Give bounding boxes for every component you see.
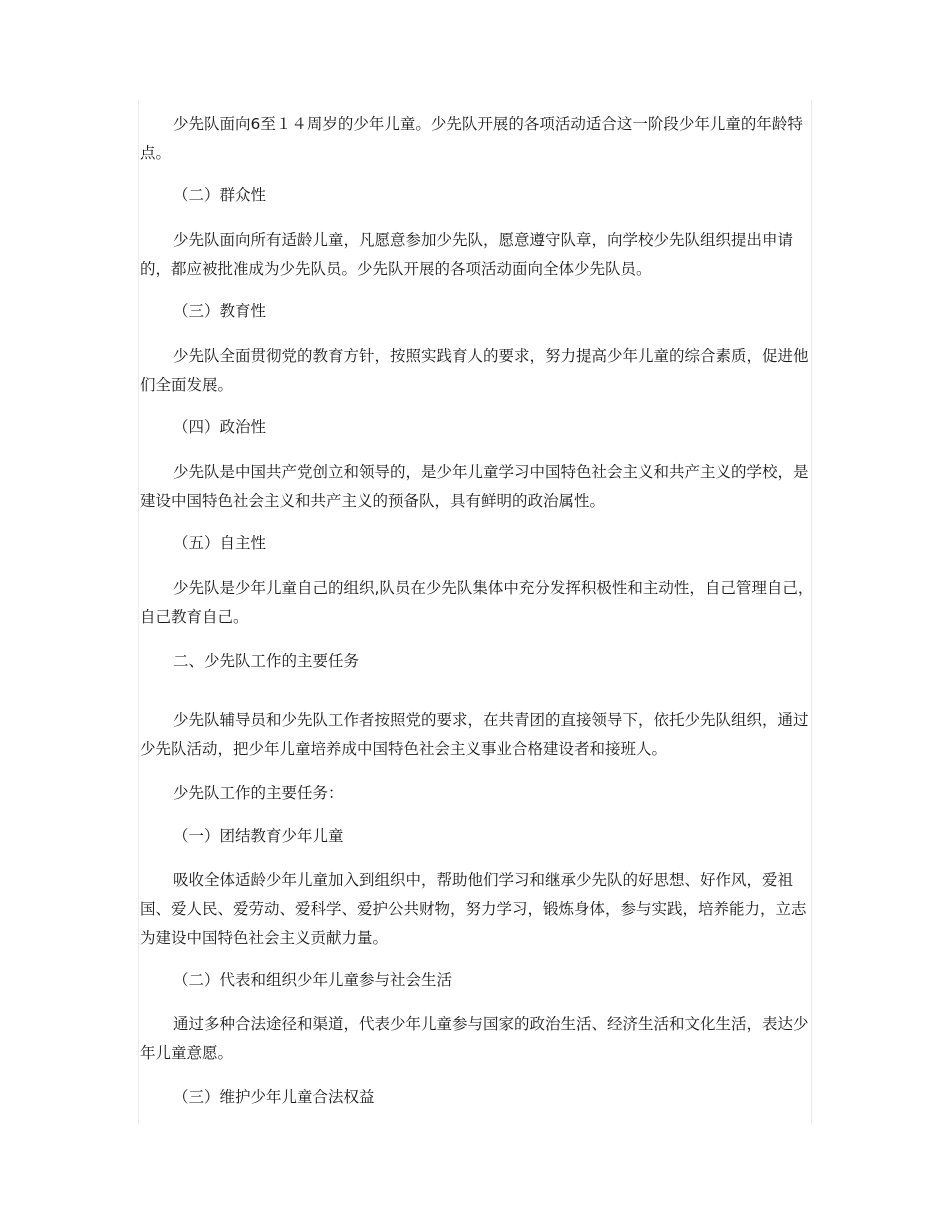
paragraph-age-characteristics: 少先队面向6至１４周岁的少年儿童。少先队开展的各项活动适合这一阶段少年儿童的年龄特点。	[140, 115, 803, 162]
heading-task-social-participation: （二）代表和组织少年儿童参与社会生活	[173, 971, 453, 989]
paragraph-political-nature: 少先队是中国共产党创立和领导的，是少年儿童学习中国特色社会主义和共产主义的学校，是建设中国特色社会主义和共产主义的预备队，具有鲜明的政治属性。	[140, 463, 809, 510]
heading-task-protect-rights: （三）维护少年儿童合法权益	[173, 1088, 375, 1106]
paragraph-main-tasks-intro: 少先队辅导员和少先队工作者按照党的要求，在共青团的直接领导下，依托少先队组织，通过少先队活动，把少年儿童培养成中国特色社会主义事业合格建设者和接班人。	[140, 711, 809, 758]
heading-educational-nature: （三）教育性	[173, 302, 267, 320]
main-tasks-label: 少先队工作的主要任务：	[173, 784, 344, 802]
paragraph-mass-nature: 少先队面向所有适龄儿童，凡愿意参加少先队，愿意遵守队章，向学校少先队组织提出申请的，都应被批准成为少先队员。少先队开展的各项活动面向全体少先队员。	[140, 231, 794, 278]
section-heading-main-tasks: 二、少先队工作的主要任务	[173, 652, 360, 670]
heading-task-unite-educate: （一）团结教育少年儿童	[173, 827, 344, 845]
paragraph-task-social-participation: 通过多种合法途径和渠道，代表少年儿童参与国家的政治生活、经济生活和文化生活，表达少年儿童意愿。	[140, 1015, 809, 1062]
paragraph-educational-nature: 少先队全面贯彻党的教育方针，按照实践育人的要求，努力提高少年儿童的综合素质，促进他们全面发展。	[140, 347, 809, 394]
heading-autonomy: （五）自主性	[173, 534, 267, 552]
left-margin-line	[138, 100, 139, 1125]
paragraph-autonomy: 少先队是少年儿童自己的组织,队员在少先队集体中充分发挥积极性和主动性，自己管理自己，自己教育自己。	[140, 579, 814, 626]
heading-political-nature: （四）政治性	[173, 418, 267, 436]
paragraph-task-unite-educate: 吸收全体适龄少年儿童加入到组织中，帮助他们学习和继承少先队的好思想、好作风，爱祖国、爱人民、爱劳动、爱科学、爱护公共财物，努力学习，锻炼身体，参与实践，培养能力，立志为建设中国特色社会主义贡献力量。	[140, 871, 807, 947]
heading-mass-nature: （二）群众性	[173, 186, 267, 204]
